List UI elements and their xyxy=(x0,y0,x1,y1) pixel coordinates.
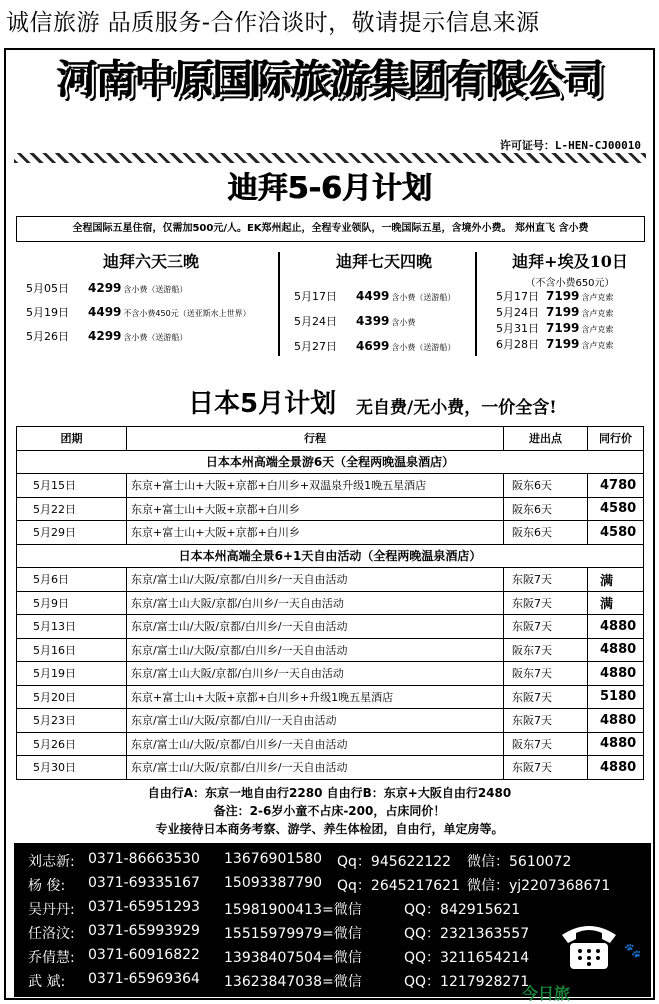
column-divider xyxy=(475,252,477,356)
contact-row: 乔倩慧: 0371-60916822 13938407504=微信 QQ：3211654214 xyxy=(28,947,530,966)
column-title: 迪拜六天三晚 xyxy=(102,252,199,271)
table-row: 5月19日 东京/富士山大阪/京都/白川乡/一天自由活动 阪东7天 4880 xyxy=(17,662,644,686)
column-title: 迪拜七天四晚 xyxy=(335,252,432,271)
contact-row: 杨 俊: 0371-69335167 15093387790 Qq：2645217621 微信：yj2207368671 xyxy=(28,875,611,894)
table-row: 5月15日 东京+富士山+大阪+京都+白川乡+双温泉升级1晚五星酒店 阪东6天 4780 xyxy=(17,474,644,498)
list-item: 5月19日 4499 不含小费450元（送亚斯水上世界） xyxy=(26,305,251,319)
contact-row: 任洛汶: 0371-65993929 15515979979=微信 QQ：2321363557 xyxy=(28,923,530,942)
japan-itinerary-table xyxy=(16,426,644,780)
header-port: 进出点 xyxy=(504,427,588,451)
list-item: 5月24日 7199 含卢克索 xyxy=(496,305,614,319)
contact-row: 刘志新: 0371-86663530 13676901580 Qq：945622122 微信：5610072 xyxy=(28,851,572,870)
dubai-title: 迪拜5-6月计划 xyxy=(227,171,432,206)
section-row: 日本本州高端全景游6天（全程两晚温泉酒店） xyxy=(17,450,644,474)
table-header-row xyxy=(17,427,644,451)
dubai-egypt-column xyxy=(490,250,650,352)
list-item: 5月17日 4499 含小费（送游船） xyxy=(294,289,456,303)
japan-title: 日本5月计划 xyxy=(188,389,337,419)
list-item: 5月24日 4399 含小费 xyxy=(294,314,416,328)
table-row: 5月22日 东京+富士山+大阪+京都+白川乡 阪东6天 4580 xyxy=(17,497,644,521)
paw-icon: 🐾 xyxy=(624,943,642,959)
header-date: 团期 xyxy=(17,427,127,451)
table-row: 5月30日 东京/富士山/大阪/京都/白川乡/一天自由活动 东阪7天 4880 xyxy=(17,756,644,780)
list-item: 5月27日 4699 含小费（送游船） xyxy=(294,339,456,353)
dubai-6d-column xyxy=(26,250,276,352)
table-row: 5月16日 东京/富士山/大阪/京都/白川乡/一天自由活动 阪东7天 4880 xyxy=(17,638,644,662)
free-travel-note: 自由行A：东京一地自由行2280 自由行B：东京+大阪自由行2480 xyxy=(147,786,512,800)
table-row: 5月26日 东京/富士山/大阪/京都/白川乡/一天自由活动 阪东7天 4880 xyxy=(17,732,644,756)
company-name: 河南中原国际旅游集团有限公司 xyxy=(57,57,603,103)
table-row: 5月23日 东京/富士山/大阪/京都/白川/一天自由活动 东阪7天 4880 xyxy=(17,709,644,733)
header-route: 行程 xyxy=(127,427,504,451)
contact-panel xyxy=(14,843,651,1003)
advertisement xyxy=(4,48,655,1003)
table-row: 5月29日 东京+富士山+大阪+京都+白川乡 阪东6天 4580 xyxy=(17,521,644,545)
column-title: 迪拜+埃及10日 xyxy=(512,252,628,271)
dubai-note: 全程国际五星住宿，仅需加500元/人。EK郑州起止，全程专业领队，一晚国际五星，含境外小费。 郑州直飞 含小费 xyxy=(16,216,645,242)
table-row: 5月13日 东京/富士山/大阪/京都/白川乡/一天自由活动 东阪7天 4880 xyxy=(17,615,644,639)
header-price: 同行价 xyxy=(588,427,644,451)
dubai-7d-column xyxy=(294,250,474,363)
list-item: 6月28日 7199 含卢克索 xyxy=(496,337,614,351)
service-note: 专业接待日本商务考察、游学、养生体检团，自由行，单定房等。 xyxy=(155,822,504,836)
table-row: 5月9日 东京/富士山大阪/京都/白川乡/一天自由活动 东阪7天 满 xyxy=(17,591,644,615)
column-subtitle: （不含小费650元） xyxy=(525,278,615,289)
contact-row: 武 斌: 0371-65969364 13623847038=微信 QQ：1217928271 xyxy=(28,971,530,990)
dotted-divider xyxy=(14,153,646,163)
table-row: 5月6日 东京/富士山/大阪/京都/白川乡/一天自由活动 东阪7天 满 xyxy=(17,568,644,592)
brand-watermark: 今日旅 xyxy=(522,984,571,1003)
contact-row: 吴丹丹: 0371-65951293 15981900413=微信 QQ：842915621 xyxy=(28,899,521,918)
japan-slogan: 无自费/无小费，一价全含! xyxy=(356,398,557,418)
telephone-icon xyxy=(554,913,624,973)
list-item: 5月05日 4299 含小费（送游船） xyxy=(26,281,188,295)
section-row: 日本本州高端全景6+1天自由活动（全程两晚温泉酒店） xyxy=(17,544,644,568)
child-note: 备注：2-6岁小童不占床-200，占床同价！ xyxy=(213,804,446,818)
source-banner: 诚信旅游 品质服务-合作洽谈时，敬请提示信息来源 xyxy=(6,10,540,36)
table-row: 5月20日 东京+富士山+大阪+京都+白川乡+升级1晚五星酒店 东阪7天 5180 xyxy=(17,685,644,709)
list-item: 5月17日 7199 含卢克索 xyxy=(496,289,614,303)
license-number: 许可证号：L-HEN-CJ00010 xyxy=(499,139,641,152)
column-divider xyxy=(278,252,280,356)
list-item: 5月26日 4299 含小费（送游船） xyxy=(26,329,188,343)
list-item: 5月31日 7199 含卢克索 xyxy=(496,321,614,335)
